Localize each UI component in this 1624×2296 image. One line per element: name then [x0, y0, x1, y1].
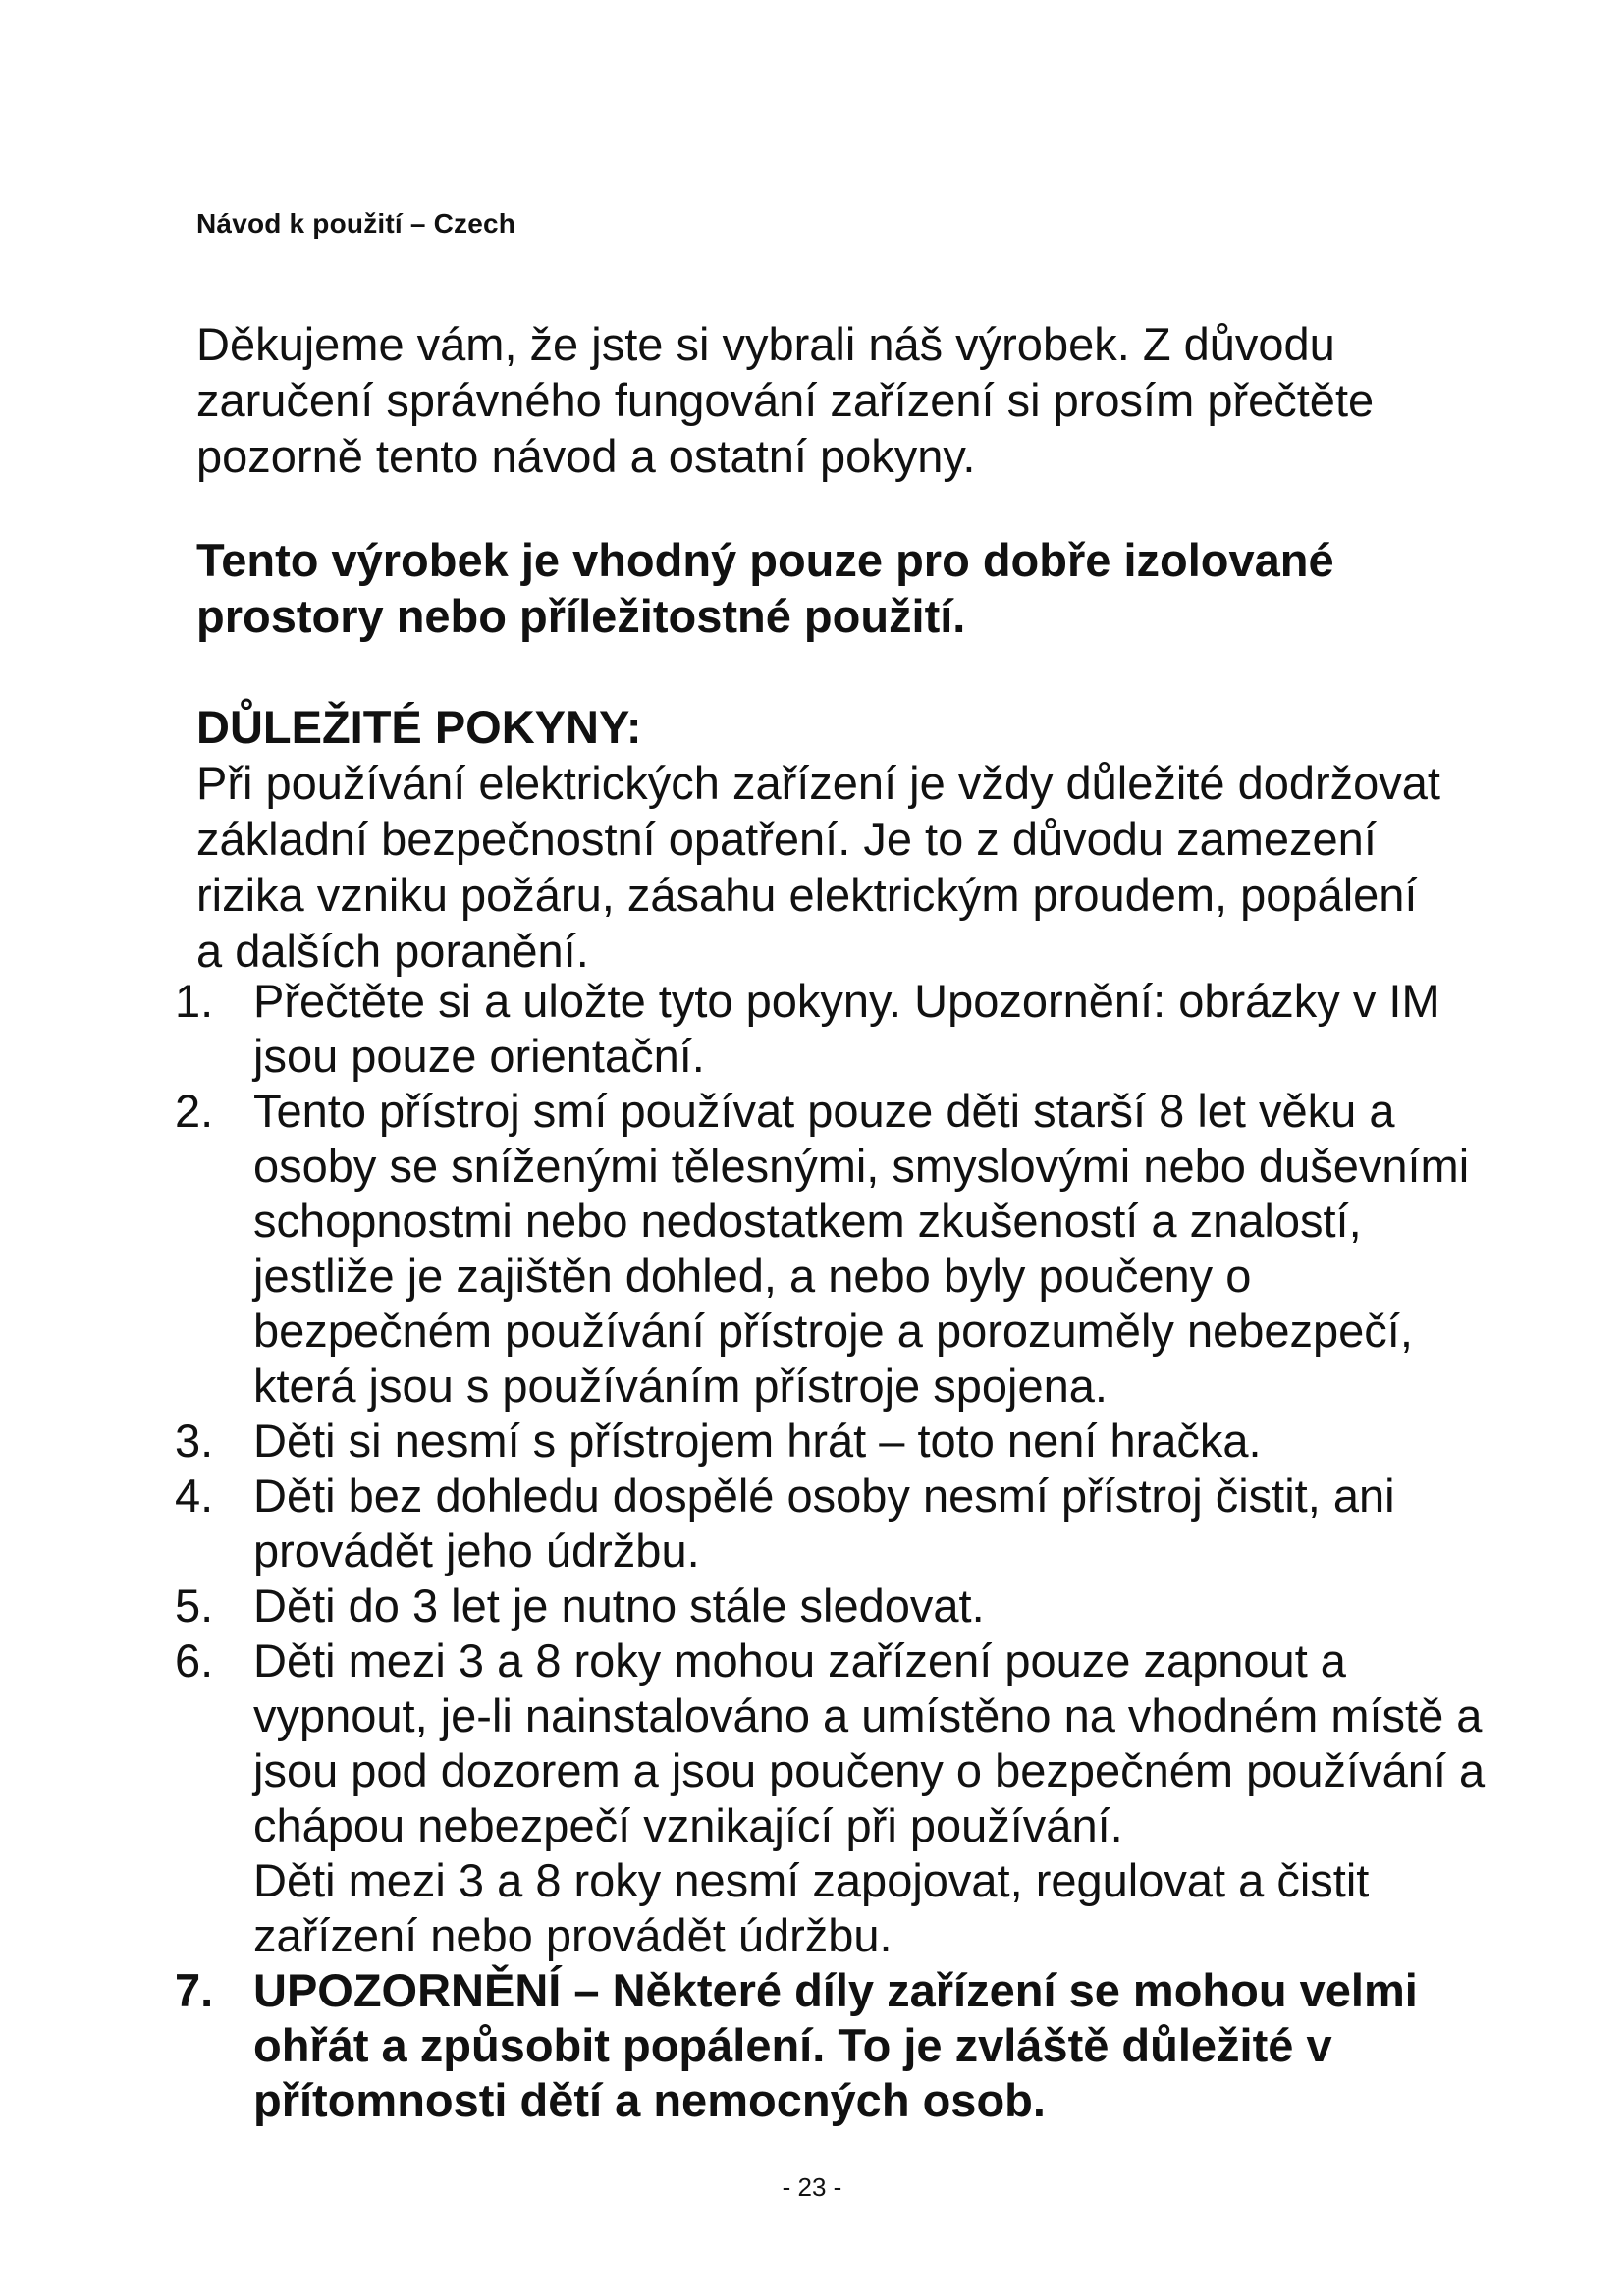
- usage-notice: Tento výrobek je vhodný pouze pro dobře izolované prostory nebo příležitostné použití.: [196, 534, 1334, 642]
- list-item-number: 5.: [175, 1579, 214, 1631]
- list-item: [175, 1414, 1490, 1468]
- intro-paragraph: Děkujeme vám, že jste si vybrali náš výrobek. Z důvodu zaručení správného fungování zařízení si prosím přečtěte pozorně tento návod a ostatní pokyny.: [196, 318, 1375, 482]
- list-item-number: 3.: [175, 1415, 214, 1467]
- safety-rules-list: [175, 974, 1490, 2128]
- list-item-text: UPOZORNĚNÍ – Některé díly zařízení se mohou velmi ohřát a způsobit popálení. To je zvláště důležité v přítomnosti dětí a nemocných osob.: [253, 1964, 1418, 2126]
- page-number: - 23 -: [782, 2172, 842, 2202]
- list-item-text: Děti mezi 3 a 8 roky mohou zařízení pouze zapnout a vypnout, je-li nainstalováno a umístěno na vhodném místě a jsou pod dozorem a jsou poučeny o bezpečném používání a chápou nebezpečí vznikající při používání.: [253, 1634, 1486, 1851]
- list-item: [175, 1633, 1490, 1963]
- section-title: DŮLEŽITÉ POKYNY:: [196, 701, 642, 753]
- list-item-number: 1.: [175, 975, 214, 1027]
- list-item-number: 6.: [175, 1634, 214, 1686]
- list-item: [175, 974, 1490, 1084]
- list-item: [175, 1084, 1490, 1414]
- list-item-warning: [175, 1963, 1490, 2128]
- list-item-text: Děti bez dohledu dospělé osoby nesmí přístroj čistit, ani provádět jeho údržbu.: [253, 1469, 1395, 1576]
- important-instructions: [196, 699, 1453, 979]
- list-item-number: 4.: [175, 1469, 214, 1522]
- list-item-text-continued: Děti mezi 3 a 8 roky nesmí zapojovat, regulovat a čistit zařízení nebo provádět údržbu.: [253, 1854, 1370, 1961]
- list-item-text: Tento přístroj smí používat pouze děti starší 8 let věku a osoby se sníženými tělesnými, smyslovými nebo duševními schopnostmi nebo nedostatkem zkušeností a znalostí, jestliže je zajištěn dohled, a nebo byly poučeny o bezpečném používání přístroje a porozuměly nebezpečí, která jsou s používáním přístroje spojena.: [253, 1085, 1470, 1412]
- section-lead: Při používání elektrických zařízení je vždy důležité dodržovat základní bezpečnostní opatření. Je to z důvodu zamezení rizika vzniku požáru, zásahu elektrickým proudem, popálení a dalších poranění.: [196, 757, 1440, 977]
- page-header: Návod k použití – Czech: [196, 208, 516, 239]
- list-item: [175, 1578, 1490, 1633]
- list-item-number: 7.: [175, 1964, 214, 2016]
- list-item: [175, 1468, 1490, 1578]
- list-item-number: 2.: [175, 1085, 214, 1137]
- list-item-text: Děti si nesmí s přístrojem hrát – toto není hračka.: [253, 1415, 1262, 1467]
- list-item-text: Děti do 3 let je nutno stále sledovat.: [253, 1579, 985, 1631]
- list-item-text: Přečtěte si a uložte tyto pokyny. Upozornění: obrázky v IM jsou pouze orientační.: [253, 975, 1440, 1082]
